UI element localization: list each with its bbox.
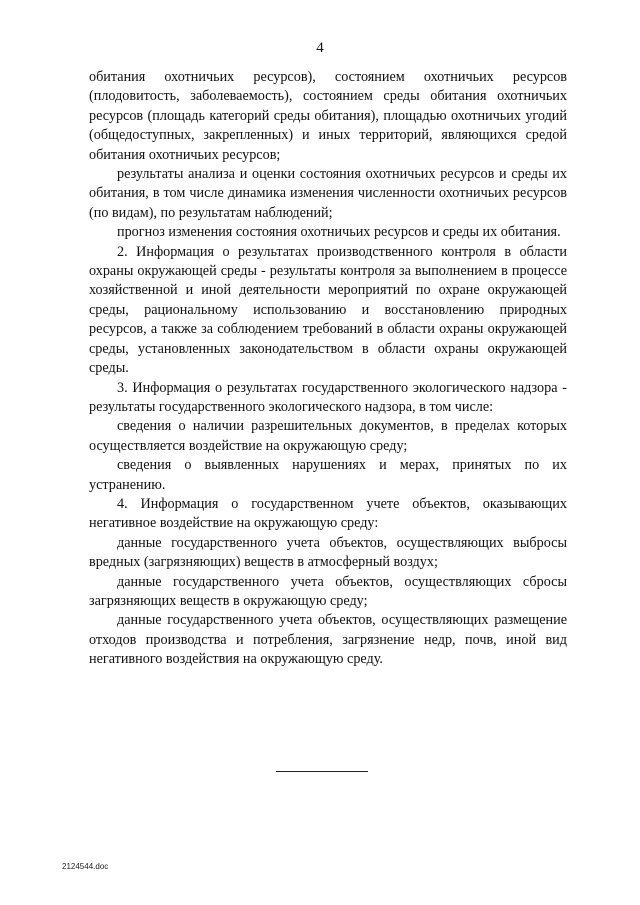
paragraph-forecast: прогноз изменения состояния охотничьих ресурсов и среды их обитания. [117, 224, 561, 241]
paragraph-analysis-results: результаты анализа и оценки состояния охотничьих ресурсов и среды их обитания, в том числе динамика изменения численности охотничьих ресурсов (по видам), по результатам наблюдений; [89, 166, 567, 221]
end-divider [276, 771, 368, 772]
paragraph-continuation: обитания охотничьих ресурсов), состоянием охотничьих ресурсов (плодовитость, заболеваемость), состоянием среды обитания охотничьих ресурсов (площадь категорий среды обитания), площадью охотничьих угодий (общедоступных, закрепленных) и иных территорий, являющихся средой обитания охотничьих ресурсов; [89, 69, 567, 163]
footer-filename: 2124544.doc [62, 862, 109, 871]
paragraph-permits: сведения о наличии разрешительных документов, в пределах которых осуществляется воздействие на окружающую среду; [89, 418, 567, 454]
page-number: 4 [316, 40, 324, 56]
paragraph-waste: данные государственного учета объектов, осуществляющих размещение отходов производства и потребления, загрязнение недр, почв, иной вид негативного воздействия на окружающую среду. [89, 612, 567, 668]
paragraph-item-2: 2. Информация о результатах производственного контроля в области охраны окружающей среды - результаты контроля за выполнением в процессе хозяйственной и иной деятельности мероприятий по охране окружающей среды, рациональному использованию и восстановлению природных ресурсов, а также за соблюдением требований в области охраны окружающей среды, установленных законодательством в области охраны окружающей среды. [89, 243, 567, 377]
paragraph-emissions: данные государственного учета объектов, осуществляющих выбросы вредных (загрязняющих) веществ в атмосферный воздух; [89, 534, 567, 571]
paragraph-violations: сведения о выявленных нарушениях и мерах, принятых по их устранению. [89, 457, 567, 493]
paragraph-discharges: данные государственного учета объектов, осуществляющих сбросы загрязняющих веществ в окружающую среду; [89, 573, 567, 609]
paragraph-item-3: 3. Информация о результатах государственного экологического надзора - результаты государственного экологического надзора, в том числе: [89, 379, 567, 415]
document-body [89, 68, 567, 670]
paragraph-item-4: 4. Информация о государственном учете объектов, оказывающих негативное воздействие на окружающую среду: [89, 495, 567, 532]
